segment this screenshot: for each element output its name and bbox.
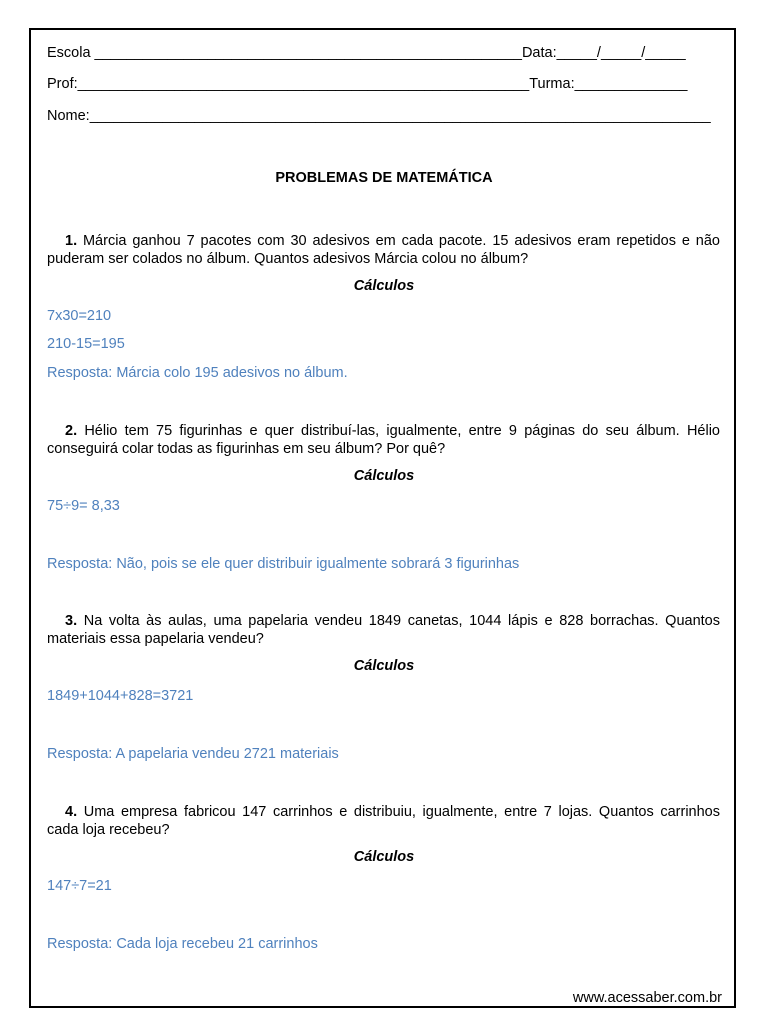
- answer-text: Resposta: Não, pois se ele quer distribuir igualmente sobrará 3 figurinhas: [47, 556, 520, 572]
- calc-line: 147÷7=21: [47, 878, 112, 894]
- problem-number: 4.: [65, 804, 78, 820]
- problem-number: 2.: [65, 423, 78, 439]
- page-title: PROBLEMAS DE MATEMÁTICA: [275, 170, 493, 186]
- calc-heading: Cálculos: [353, 278, 415, 294]
- calc-line: 210-15=195: [47, 336, 125, 352]
- answer-text: Resposta: Márcia colo 195 adesivos no álbum.: [47, 365, 348, 381]
- answer-text: Resposta: Cada loja recebeu 21 carrinhos: [47, 936, 318, 952]
- student-name-line: Nome:_____________________________________________________________________________: [47, 108, 711, 124]
- calc-heading: Cálculos: [353, 658, 415, 674]
- school-date-line: Escola _____________________________________________________Data:_____/_____/_____: [47, 45, 686, 61]
- calc-line: 75÷9= 8,33: [47, 498, 120, 514]
- problem-text: Na volta às aulas, uma papelaria vendeu 1849 canetas, 1044 lápis e 828 borrachas. Quantos materiais essa papelaria vendeu?: [47, 613, 720, 647]
- problem-number: 3.: [65, 613, 78, 629]
- answer-text: Resposta: A papelaria vendeu 2721 materiais: [47, 746, 339, 762]
- problem-4: [47, 803, 720, 839]
- problem-text: Hélio tem 75 figurinhas e quer distribuí-las, igualmente, entre 9 páginas do seu álbum. Hélio conseguirá colar todas as figurinhas em seu álbum? Por quê?: [47, 423, 720, 457]
- problem-text: Uma empresa fabricou 147 carrinhos e distribuiu, igualmente, entre 7 lojas. Quantos carrinhos cada loja recebeu?: [47, 804, 720, 838]
- problem-text: Márcia ganhou 7 pacotes com 30 adesivos em cada pacote. 15 adesivos eram repetidos e não puderam ser colados no álbum. Quantos adesivos Márcia colou no álbum?: [47, 233, 720, 267]
- calc-heading: Cálculos: [353, 468, 415, 484]
- problem-1: [47, 232, 720, 268]
- problem-number: 1.: [65, 233, 78, 249]
- teacher-class-line: Prof:________________________________________________________Turma:______________: [47, 76, 688, 92]
- calc-heading: Cálculos: [353, 849, 415, 865]
- calc-line: 1849+1044+828=3721: [47, 688, 194, 704]
- footer-website: www.acessaber.com.br: [572, 990, 722, 1006]
- calc-line: 7x30=210: [47, 308, 112, 324]
- problem-3: [47, 612, 720, 648]
- problem-2: [47, 422, 720, 458]
